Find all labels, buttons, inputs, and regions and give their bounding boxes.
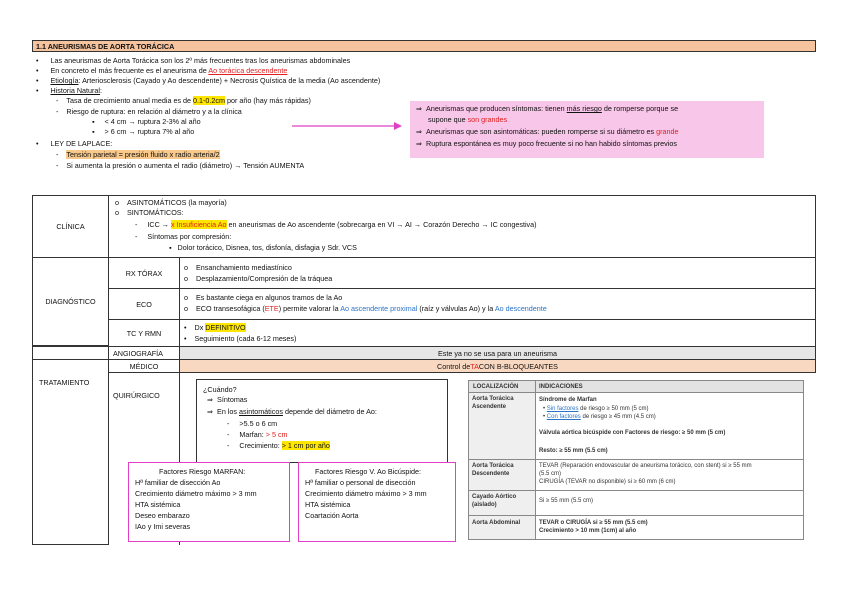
- diagnostico-label-cell: [32, 257, 109, 346]
- medico-label-cell: [108, 359, 180, 373]
- hn-item-3: ▪ < 4 cm → ruptura 2-3% al año: [92, 117, 201, 126]
- marfan-item-1: Hª familiar de disección Ao: [135, 478, 221, 487]
- medico-content-cell: [179, 359, 816, 373]
- marfan-box-title: Factores Riesgo MARFAN:: [159, 467, 246, 476]
- asintomaticos-term: asintomáticos: [239, 407, 283, 416]
- table-row-1-a: Síndrome de Marfan: [539, 397, 597, 403]
- risk-callout: [410, 101, 764, 158]
- callout-line-1-ul: más riesgo: [566, 104, 602, 113]
- eco-item-2: o ECO transesofágica (ETE) permite valorar la Ao ascendente proximal (raíz y válvulas Ao) y la Ao descendente: [184, 304, 547, 313]
- ete-term: ETE: [264, 304, 279, 313]
- eco-label-cell: [108, 288, 180, 320]
- section-title: 1.1 ANEURISMAS DE AORTA TORÁCICA: [36, 42, 175, 51]
- rx-label: RX TÓRAX: [125, 268, 163, 278]
- insuficiencia-ao-highlight: x Insuficiencia Ao: [170, 220, 227, 229]
- tratamiento-label: TRATAMIENTO: [39, 378, 90, 387]
- ao-ascendente-proximal-term: Ao ascendente proximal: [340, 304, 418, 313]
- table-row-2-a: TEVAR (Reparación endovascular de aneurisma torácico, con stent) si ≥ 55 mm: [539, 463, 752, 469]
- bullet-2-text: En concreto el más frecuente es el aneurisma de: [50, 66, 209, 75]
- marfan-item-4: Deseo embarazo: [135, 511, 190, 520]
- clinica-item-2-text: SINTOMÁTICOS:: [127, 208, 184, 217]
- sin-factores-term: Sin factores: [546, 406, 579, 412]
- eco-label: ECO: [136, 299, 152, 309]
- clinica-item-3-pre: ICC →: [147, 220, 171, 229]
- growth-threshold-highlight: > 1 cm por año: [281, 441, 330, 450]
- laplace-item-1: - Tensión parietal = presión fluido x radio arteria/2: [56, 150, 220, 159]
- cuando-item-2: ⇒ En los asintomáticos depende del diámetro de Ao:: [207, 407, 377, 416]
- marfan-threshold: > 5 cm: [265, 430, 288, 439]
- table-row-1-loc: Aorta Torácica Ascendente: [472, 396, 514, 410]
- rx-item-2: o Desplazamiento/Compresión de la tráquea: [184, 274, 333, 283]
- table-header-indicaciones: INDICACIONES: [539, 384, 583, 390]
- callout-line-1: ⇒ Aneurismas que producen síntomas: tienen más riesgo de romperse porque se: [416, 104, 679, 113]
- table-row-3-a: Si ≥ 55 mm (5.5 cm): [539, 498, 593, 504]
- table-row-2-c: CIRUGÍA (TEVAR no disponible) si ≥ 60 mm (6 cm): [539, 479, 676, 485]
- table-row-1-b-post: de riesgo ≥ 50 mm (5 cm): [578, 406, 649, 412]
- ao-descendente-term: Ao descendente: [494, 304, 547, 313]
- clinica-item-4: - Síntomas por compresión:: [135, 232, 232, 241]
- marfan-item-3: HTA sistémica: [135, 500, 181, 509]
- marfan-item-5: IAo y Imi severas: [135, 522, 191, 531]
- laplace-formula: Tensión parietal = presión fluido x radio arteria/2: [66, 150, 220, 159]
- clinica-item-1-text: ASINTOMÁTICOS (la mayoría): [127, 198, 227, 207]
- medico-text-post: CON B-BLOQUEANTES: [478, 361, 558, 371]
- bullet-4: • Historia Natural:: [36, 86, 103, 95]
- rx-content-cell: [179, 257, 816, 289]
- etiologia-label: Etiología: [50, 76, 79, 85]
- dx-definitivo-highlight: DEFINITIVO: [205, 323, 246, 332]
- callout-line-2: ⇒ Aneurismas que son asintomáticas: pueden romperse si su diámetro es grande: [416, 127, 679, 136]
- cuando-item-3: - >5.5 o 6 cm: [227, 419, 278, 428]
- table-row-4-a: TEVAR o CIRUGÍA si ≥ 55 mm (5.5 cm): [539, 520, 648, 526]
- bicuspide-box-title: Factores Riesgo V. Ao Bicúspide:: [315, 467, 422, 476]
- angio-text: Este ya no se usa para un aneurisma: [437, 348, 558, 358]
- callout-line-1b: [428, 115, 507, 124]
- rx-item-1-text: Ensanchamiento mediastínico: [196, 263, 292, 272]
- hn-item-3-text: < 4 cm → ruptura 2-3% al año: [104, 117, 201, 126]
- table-row-4-loc: Aorta Abdominal: [472, 520, 521, 526]
- ao-toracica-descendente-link: Ao torácica descendente: [208, 66, 288, 75]
- hn-item-1: - Tasa de crecimiento anual media es de 0.1-0.2cm por año (hay más rápidas): [56, 96, 311, 105]
- medico-text-pre: Control de: [437, 361, 471, 371]
- bicuspide-item-4: Coartación Aorta: [305, 511, 359, 520]
- tratamiento-label-cell: [32, 359, 109, 545]
- hn-item-4: ▪ > 6 cm → ruptura 7% al año: [92, 127, 195, 136]
- ta-term: TA: [470, 361, 479, 371]
- cuando-item-5: - Crecimiento: > 1 cm por año: [227, 441, 330, 450]
- marfan-risk-box: [128, 462, 290, 542]
- medico-label: MÉDICO: [129, 361, 159, 371]
- cuando-item-4-pre: Marfan:: [239, 430, 266, 439]
- angio-label-cell: [108, 346, 180, 360]
- angio-blank-cell: [32, 346, 109, 360]
- hn-item-2: - Riesgo de ruptura: en relación al diámetro y a la clínica: [56, 107, 242, 116]
- callout-line-2-pre: Aneurismas que son asintomáticas: pueden romperse si su diámetro es: [426, 127, 657, 136]
- table-row-4-b: Crecimiento > 10 mm (1cm) al año: [539, 528, 637, 534]
- cuando-title: ¿Cuándo?: [203, 385, 237, 394]
- laplace-item-2-text: Si aumenta la presión o aumenta el radio (diámetro) → Tensión AUMENTA: [66, 161, 305, 170]
- tc-item-2-text: Seguimiento (cada 6-12 meses): [194, 334, 297, 343]
- clinica-item-5-text: Dolor torácico, Disnea, tos, disfonía, disfagia y Sdr. VCS: [177, 243, 357, 252]
- cuando-box: [196, 379, 448, 463]
- cuando-item-1: ⇒ Síntomas: [207, 395, 248, 404]
- table-row-1-b: • Sin factores de riesgo ≥ 50 mm (5 cm): [543, 406, 649, 412]
- eco-item-1: o Es bastante ciega en algunos tramos de la Ao: [184, 293, 343, 302]
- quirurgico-label: QUIRÚRGICO: [113, 391, 160, 400]
- historia-natural-label: Historia Natural: [50, 86, 101, 95]
- con-factores-term: Con factores: [546, 414, 581, 420]
- bicuspide-item-1: Hª familiar o personal de disección: [305, 478, 416, 487]
- hn-item-1-pre: Tasa de crecimiento anual media es de: [66, 96, 194, 105]
- callout-line-1-pre: Aneurismas que producen síntomas: tienen: [426, 104, 567, 113]
- indications-table: [468, 380, 804, 540]
- hn-item-4-text: > 6 cm → ruptura 7% al año: [104, 127, 195, 136]
- diagnostico-label: DIAGNÓSTICO: [45, 297, 96, 306]
- laplace-item-2: - Si aumenta la presión o aumenta el radio (diámetro) → Tensión AUMENTA: [56, 161, 305, 170]
- angio-content-cell: [179, 346, 816, 360]
- clinica-content-cell: [108, 195, 816, 258]
- cuando-item-3-text: >5.5 o 6 cm: [239, 419, 278, 428]
- bullet-3: • Etiología: Arteriosclerosis (Cayado y Ao descendente) + Necrosis Quística de la media (Ao ascendente): [36, 76, 381, 85]
- eco-item-1-text: Es bastante ciega en algunos tramos de la Ao: [196, 293, 343, 302]
- table-row-1-e: Resto: ≥ 55 mm (5.5 cm): [539, 448, 608, 454]
- bicuspide-risk-box: [298, 462, 456, 542]
- clinica-label: CLÍNICA: [56, 222, 85, 231]
- callout-line-2-red: grande: [656, 127, 679, 136]
- cuando-item-2-post: depende del diámetro de Ao:: [282, 407, 377, 416]
- clinica-item-4-text: Síntomas por compresión:: [147, 232, 232, 241]
- clinica-item-3-post: en aneurismas de Ao ascendente (sobrecarga en VI → AI → Corazón Derecho → IC congestiva): [226, 220, 537, 229]
- eco-item-2-mid: ) permite valorar la: [278, 304, 341, 313]
- eco-content-cell: [179, 288, 816, 320]
- tc-item-1: • Dx DEFINITIVO: [184, 323, 246, 332]
- clinica-item-5: ▪ Dolor torácico, Disnea, tos, disfonía, disfagia y Sdr. VCS: [169, 243, 357, 252]
- callout-line-1b-pre: supone que: [428, 115, 468, 124]
- rx-label-cell: [108, 257, 180, 289]
- cuando-item-5-pre: Crecimiento:: [239, 441, 282, 450]
- table-row-3-loc: Cayado Aórtico (aislado): [472, 494, 517, 508]
- table-row-2-loc: Aorta Torácica Descendente: [472, 463, 514, 477]
- tc-label: TC Y RMN: [126, 328, 162, 338]
- callout-arrow-icon: [290, 118, 404, 132]
- bullet-1-text: Las aneurismas de Aorta Torácica son los 2º más frecuentes tras los aneurismas abdominales: [50, 56, 351, 65]
- historia-natural-colon: :: [100, 86, 103, 95]
- clinica-item-3: - ICC → x Insuficiencia Ao en aneurismas de Ao ascendente (sobrecarga en VI → AI → Corazón Derecho → IC congestiva): [135, 220, 537, 229]
- bullet-5: • LEY DE LAPLACE:: [36, 139, 113, 148]
- bicuspide-item-2: Crecimiento diámetro máximo > 3 mm: [305, 489, 427, 498]
- clinica-item-1: o ASINTOMÁTICOS (la mayoría): [115, 198, 227, 207]
- hn-item-2-text: Riesgo de ruptura: en relación al diámetro y a la clínica: [66, 107, 242, 116]
- tc-content-cell: [179, 319, 816, 347]
- tc-item-2: • Seguimiento (cada 6-12 meses): [184, 334, 297, 343]
- bullet-1: • Las aneurismas de Aorta Torácica son los 2º más frecuentes tras los aneurismas abdominales: [36, 56, 351, 65]
- bullet-2: • En concreto el más frecuente es el aneurisma de Ao torácica descendente: [36, 66, 288, 75]
- eco-item-2-pre: ECO transesofágica (: [196, 304, 265, 313]
- laplace-label: LEY DE LAPLACE:: [50, 139, 113, 148]
- tc-label-cell: [108, 319, 180, 347]
- etiologia-text: : Arteriosclerosis (Cayado y Ao descendente) + Necrosis Quística de la media (Ao ascendente): [78, 76, 381, 85]
- table-row-1-d: Válvula aórtica bicúspide con Factores de riesgo: ≥ 50 mm (5 cm): [539, 430, 726, 436]
- callout-line-3: ⇒ Ruptura espontánea es muy poco frecuente si no han habido síntomas previos: [416, 139, 677, 148]
- clinica-item-2: o SINTOMÁTICOS:: [115, 208, 184, 217]
- table-row-2-b: (5.5 cm): [539, 471, 562, 477]
- indications-header: [469, 381, 803, 393]
- callout-line-1b-red: son grandes: [467, 115, 508, 124]
- callout-line-3-text: Ruptura espontánea es muy poco frecuente si no han habido síntomas previos: [426, 139, 677, 148]
- cuando-item-2-pre: En los: [217, 407, 240, 416]
- cuando-item-1-text: Síntomas: [217, 395, 248, 404]
- callout-line-1-post: de romperse porque se: [601, 104, 679, 113]
- growth-rate-highlight: 0.1-0.2cm: [193, 96, 226, 105]
- clinica-label-cell: [32, 195, 109, 258]
- table-row-1-c: • Con factores de riesgo ≥ 45 mm (4.5 cm): [543, 414, 656, 420]
- eco-item-2-mid2: (raíz y válvulas Ao) y la: [417, 304, 495, 313]
- angio-label: ANGIOGRAFÍA: [113, 349, 163, 358]
- bicuspide-item-3: HTA sistémica: [305, 500, 351, 509]
- table-header-localizacion: LOCALIZACIÓN: [473, 384, 519, 390]
- rx-item-2-text: Desplazamiento/Compresión de la tráquea: [196, 274, 333, 283]
- table-row-1-c-post: de riesgo ≥ 45 mm (4.5 cm): [580, 414, 656, 420]
- hn-item-1-post: por año (hay más rápidas): [225, 96, 311, 105]
- rx-item-1: o Ensanchamiento mediastínico: [184, 263, 292, 272]
- section-title-bar: [32, 40, 816, 52]
- marfan-item-2: Crecimiento diámetro máximo > 3 mm: [135, 489, 257, 498]
- tc-item-1-pre: Dx: [194, 323, 206, 332]
- cuando-item-4: - Marfan: > 5 cm: [227, 430, 288, 439]
